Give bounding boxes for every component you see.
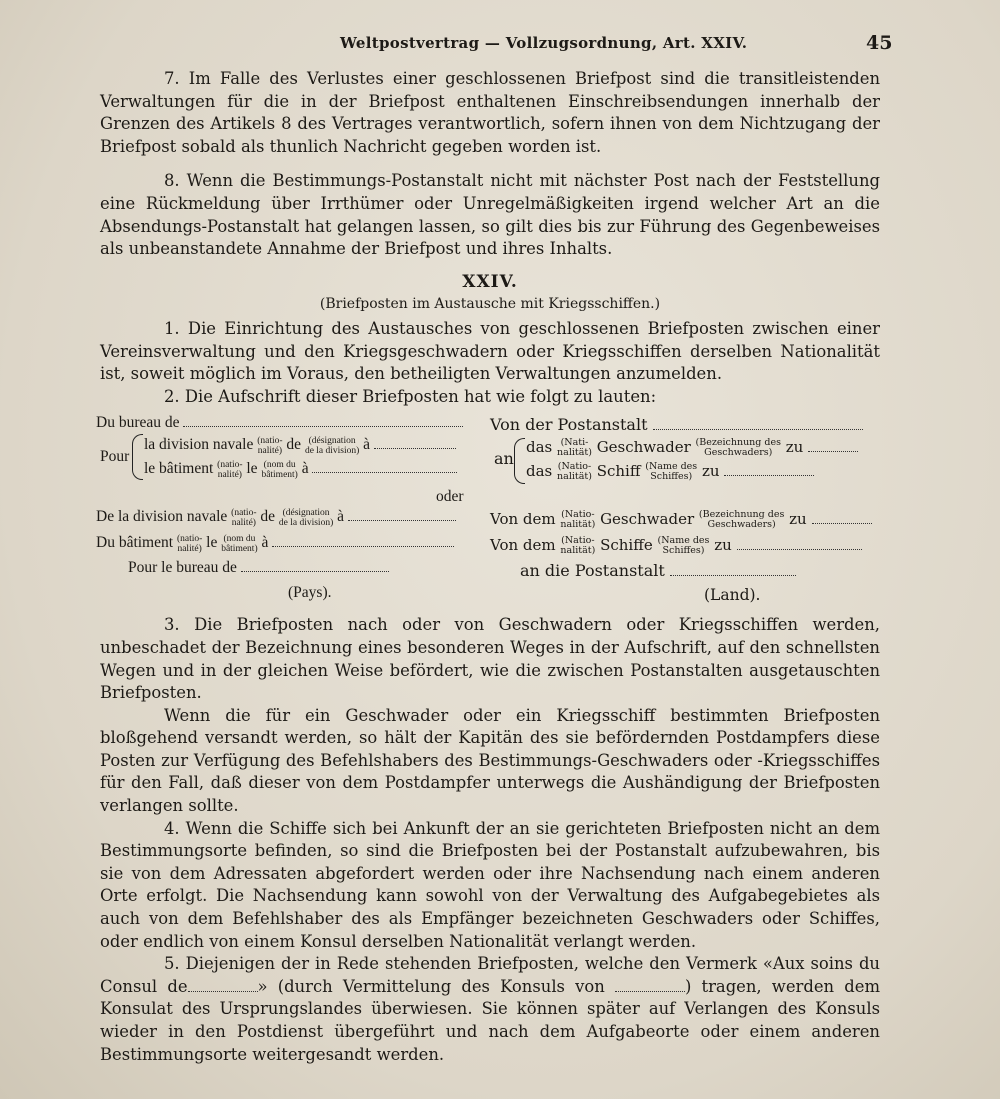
form-line-an-die-postanstalt: an die Postanstalt: [520, 560, 796, 583]
page-header: [0, 34, 1000, 58]
paragraph-1: 1. Die Einrichtung des Austausches von geschlossenen Briefposten zwischen einer Vereinsverwaltung und den Kriegsgeschwadern oder Kriegsschiffen derselben Nationalität ist, soweit möglich im Voraus, den betheiligten Verwaltungen anzumelden.: [100, 318, 880, 384]
form-line-de-la-division: De la division navale (natio- nalité) de (désignation de la division) à: [96, 506, 456, 529]
address-form: [96, 412, 880, 612]
form-line-batiment: le bâtiment (natio- nalité) le (nom du bâtiment) à: [144, 458, 457, 481]
paragraph-2: 2. Die Aufschrift dieser Briefposten hat wie folgt zu lauten:: [164, 386, 657, 406]
paragraph-4: 4. Wenn die Schiffe sich bei Ankunft der an sie gerichteten Briefposten nicht an dem Bestimmungsorte befinden, so sind die Briefposten bei der Postanstalt aufzubewahren, bis sie von dem Adressaten abgefordert werden oder ihre Nachsendung nach einem anderen Orte erfolgt. Die Nachsendung kann sowohl von der Verwaltung des Aufgabegebietes als auch von dem Befehlshaber des als Empfänger bezeichneten Geschwaders oder Schiffes, oder endlich von einem Konsul derselben Nationalität verlangt werden.: [100, 818, 880, 951]
paragraph-5: 5. Diejenigen der in Rede stehenden Briefposten, welche den Vermerk «Aux soins du Consul de » (durch Vermittelung des Konsuls von ) tragen, werden dem Konsulat des Ursprungslandes überwiesen. Sie können später auf Verlangen des Konsuls wieder in den Postdienst übergeführt und nach dem Aufgabeorte oder einem anderen Bestimmungsorte weitergesandt werden.: [100, 954, 880, 1064]
form-line-pour-le-bureau: Pour le bureau de: [128, 557, 389, 580]
page-body: [96, 68, 880, 1066]
form-label-pour: Pour: [100, 448, 130, 466]
paragraph-3: 3. Die Briefposten nach oder von Geschwadern oder Kriegsschiffen werden, unbeschadet der Bezeichnung eines besonderen Weges in der Aufschrift, auf den schnellsten Wegen und in der gleichen Weise befördert, wie die zwischen Postanstalten ausgetauschten Briefposten.: [100, 615, 880, 703]
form-pays: (Pays).: [288, 584, 332, 602]
form-line-du-batiment: Du bâtiment (natio- nalité) le (nom du bâtiment) à: [96, 532, 454, 555]
form-line-division: la division navale (natio- nalité) de (désignation de la division) à: [144, 434, 456, 457]
paragraph-3b: Wenn die für ein Geschwader oder ein Kriegsschiff bestimmten Briefposten bloßgehend versandt werden, so hält der Kapitän des sie befördernden Postdampfers diese Posten zur Verfügung des Befehlshabers des Bestimmungs-Geschwaders oder -Kriegsschiffes für den Fall, daß dieser von dem Postdampfer unterwegs die Aushändigung der Briefposten verlangen sollte.: [100, 705, 880, 816]
brace-right: [514, 438, 525, 484]
paragraph-7: 7. Im Falle des Verlustes einer geschlossenen Briefpost sind die transitleistenden Verwaltungen für die in der Briefpost enthaltenen Einschreibsendungen innerhalb der Grenzen des Artikels 8 des Vertrages verantwortlich, sofern ihnen von dem Nichtzugang der Briefpost sobald als thunlich Nachricht gegeben worden ist.: [100, 69, 880, 156]
article-number: XXIV.: [462, 271, 518, 292]
page-number: 45: [866, 32, 893, 54]
form-line-das-schiff: das (Natio- nalität) Schiff (Name des Schiffes) zu: [526, 460, 814, 483]
form-land: (Land).: [704, 586, 761, 605]
brace-left: [132, 434, 143, 480]
article-subtitle: (Briefposten im Austausche mit Kriegsschiffen.): [319, 296, 661, 313]
running-title: Weltpostvertrag — Vollzugsordnung, Art. XXIV.: [340, 34, 748, 52]
form-line-das-geschwader: das (Nati- nalität) Geschwader (Bezeichnung des Geschwaders) zu: [526, 436, 858, 459]
form-line-von-dem-schiffe: Von dem (Natio- nalität) Schiffe (Name des Schiffes) zu: [490, 534, 862, 557]
form-line-von-dem-geschwader: Von dem (Natio- nalität) Geschwader (Bezeichnung des Geschwaders) zu: [490, 508, 872, 531]
form-oder: oder: [436, 488, 464, 506]
form-line-von-der-postanstalt: Von der Postanstalt: [490, 414, 863, 437]
form-line-du-bureau: Du bureau de: [96, 412, 463, 435]
form-label-an: an: [494, 449, 514, 469]
paragraph-8: 8. Wenn die Bestimmungs-Postanstalt nicht mit nächster Post nach der Feststellung eine Rückmeldung über Irrthümer oder Unregelmäßigkeiten irgend welcher Art an die Absendungs-Postanstalt hat gelangen lassen, so gilt dies bis zur Führung des Gegenbeweises als unbeanstandete Annahme der Briefpost und ihres Inhalts.: [100, 171, 880, 259]
